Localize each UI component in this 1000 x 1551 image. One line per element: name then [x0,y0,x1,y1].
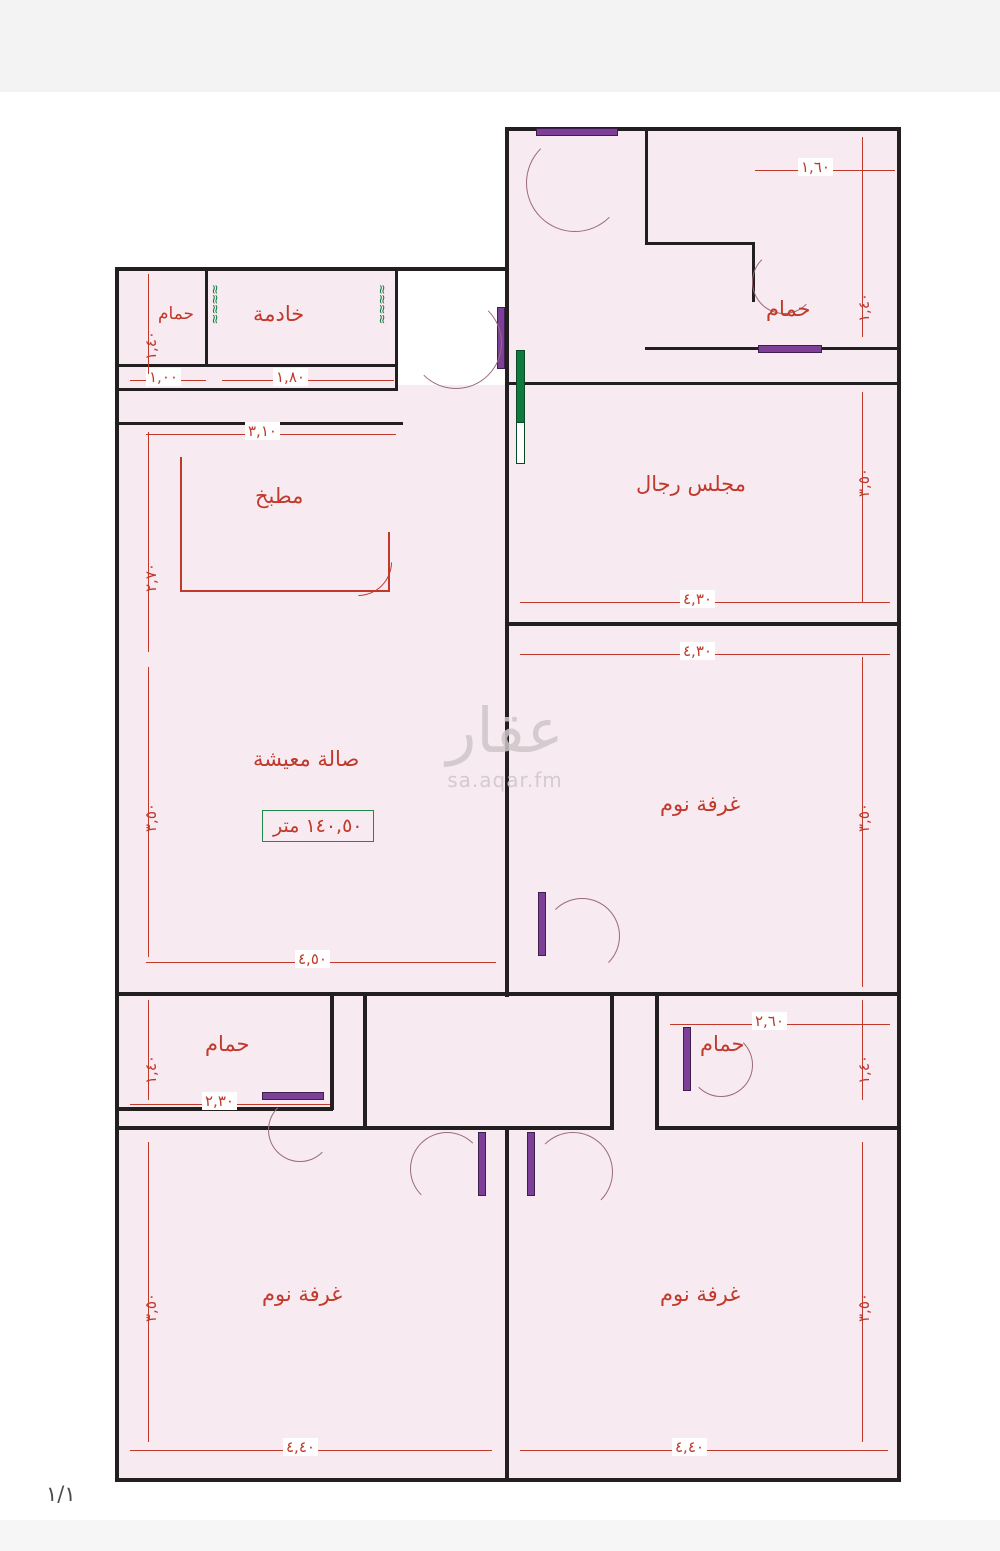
window-bath-ne [758,345,822,353]
dim-living-width: ٤,٥٠ [295,950,330,968]
dim-bedroom-sw-width: ٤,٤٠ [283,1438,318,1456]
dim-living-height: ٣,٥٠ [142,803,160,832]
dim-kitchen-width: ٣,١٠ [245,422,280,440]
door-arc-bath-w [268,1098,332,1162]
room-label-bedroom-sw: غرفة نوم [262,1282,343,1306]
wall-maid-bottom-2 [118,388,398,391]
door-arc-hall [410,297,502,389]
dim-bath-ne-height: ١,٤٠ [855,293,873,322]
dim-kitchen-height: ٢,٧٠ [142,563,160,592]
dim-bath-mid-width: ٢,٦٠ [752,1012,787,1030]
bottom-band [0,1520,1000,1551]
wall-maid-bottom [118,364,398,367]
fill-living-block [118,385,508,995]
plan-canvas [0,92,1000,1520]
wall-corridor-bottom [363,1126,614,1130]
wall-bedroom-ne-bottom [508,992,898,996]
dimline-maid-width [222,380,394,381]
wall-corridor-inner-right [610,995,614,1130]
dim-bedroom-ne-height: ٣,٥٠ [855,803,873,832]
dim-bath-ne-width: ١,٦٠ [798,158,833,176]
wall-corridor-inner-left [363,995,367,1130]
room-label-living: صالة معيشة [253,747,360,771]
window-green-majlis [516,350,525,424]
room-label-majlis: مجلس رجال [636,472,746,496]
room-label-bedroom-se: غرفة نوم [660,1282,741,1306]
door-arc-bedroom-sw [410,1132,484,1206]
outer-wall-left-vertical-step [505,127,509,269]
dim-bath-w-height: ١,٤٠ [142,1055,160,1084]
window-zigzag-maid-1: ≈≈≈≈ [207,284,222,324]
room-label-bath-mid: حمام [700,1032,745,1056]
wall-bath-ne-inner [645,242,755,245]
dim-maid-bath-width: ١,٠٠ [146,368,181,386]
dimline-bath-w-height [148,1000,149,1100]
dim-bedroom-se-height: ٣,٥٠ [855,1293,873,1322]
dim-bedroom-sw-height: ٣,٥٠ [142,1293,160,1322]
kitchen-counter-v [180,457,182,592]
dim-bath-mid-height: ١,٤٠ [855,1055,873,1084]
room-label-kitchen: مطبخ [255,484,304,508]
dimline-kitchen-height [148,432,149,652]
page-number: ١/١ [46,1482,76,1506]
wall-bath-mid-left [655,995,659,1130]
dim-bedroom-ne-width: ٤,٣٠ [680,642,715,660]
watermark-sub: sa.aqar.fm [447,768,563,792]
room-label-bath-w: حمام [205,1032,250,1056]
dimline-majlis-height [862,392,863,602]
dim-bath-w-width: ٢,٣٠ [202,1092,237,1110]
wall-living-right [505,267,509,997]
wall-majlis-bottom [508,622,898,626]
door-arc-bedroom-ne [544,898,620,974]
outer-wall-top-left [115,267,507,271]
room-label-maid: خادمة [253,302,305,326]
outer-wall-left [115,267,119,1482]
area-badge: ١٤٠,٥٠ متر [262,810,374,842]
window-zigzag-maid-2: ≈≈≈≈ [374,284,389,324]
dimline-bath-mid-height [862,1000,863,1100]
wall-bath-ne-left [645,130,648,242]
dim-majlis-width: ٤,٣٠ [680,590,715,608]
door-arc-bedroom-se [533,1132,613,1212]
room-label-bath-maid: حمام [158,304,195,324]
watermark-main: عقار [446,694,564,767]
wall-entry-bottom [508,382,898,385]
wall-maid-right [395,270,398,390]
dimline-bedroom-se-height [862,1142,863,1442]
dim-majlis-height: ٣,٥٠ [855,468,873,497]
wall-bath-w-right [330,995,334,1110]
door-arc-entry-top [526,134,624,232]
dim-maid-bath-height: ١,٤٠ [142,331,160,360]
wall-corridor-top-left [115,992,505,996]
dimline-bedroom-sw-height [148,1142,149,1442]
dim-maid-width: ١,٨٠ [273,368,308,386]
dim-bedroom-se-width: ٤,٤٠ [672,1438,707,1456]
fill-top-right-2 [508,280,898,385]
room-label-bath-ne: حمام [766,297,811,321]
room-label-bedroom-ne: غرفة نوم [660,792,741,816]
window-green-majlis-2 [516,422,525,464]
wall-bottom-divider [505,1130,509,1482]
top-band [0,0,1000,92]
wall-bath-mid-bottom [655,1126,898,1130]
outer-wall-right [897,127,901,1482]
